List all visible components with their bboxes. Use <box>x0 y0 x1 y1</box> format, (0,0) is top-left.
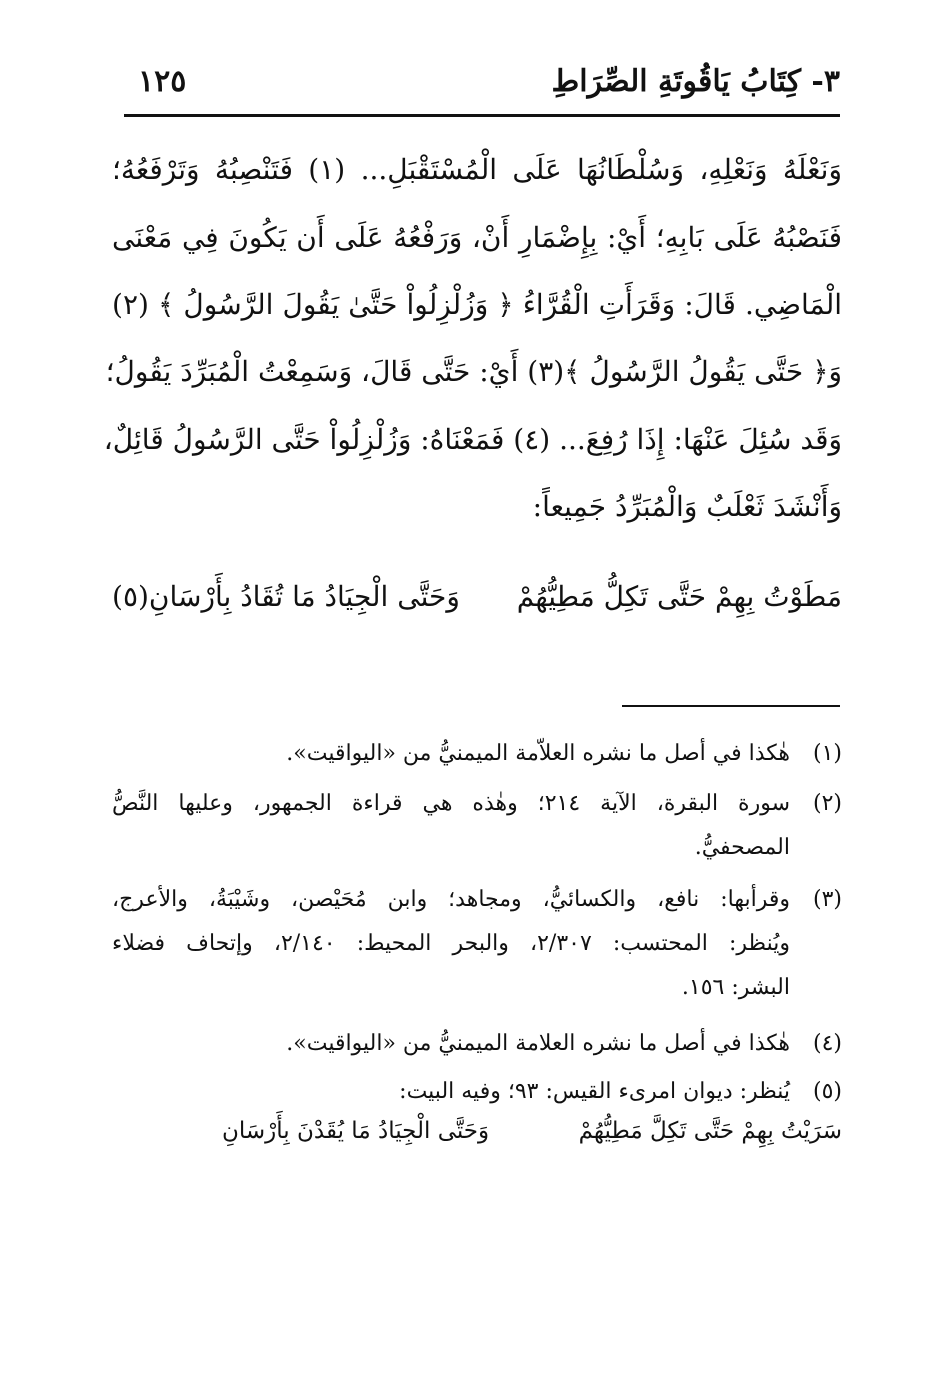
footnote-line: سورة البقرة، الآية ٢١٤؛ وهٰذه هي قراءة الجمهور، وعليها النَّصُّ <box>112 791 791 816</box>
footnote-number: (٥) <box>812 1079 842 1104</box>
verse-second-hemistich: وَحَتَّى الْجِيَادُ مَا يُقَدْنَ بِأَرْسَانِ <box>222 1118 490 1144</box>
footnote-number: (١) <box>812 741 842 766</box>
chapter-title: ٣- كِتَابُ يَاقُوتَةِ الصِّرَاطِ <box>551 64 840 99</box>
running-header <box>128 64 840 112</box>
footnote-line: ويُنظر: المحتسب: ٢/٣٠٧، والبحر المحيط: ٢/١٤٠، وإتحاف فضلاء <box>112 931 790 956</box>
verse-first-hemistich: مَطَوْتُ بِهِمْ حَتَّى تَكِلُّ مَطِيُّهُمْ <box>516 580 842 613</box>
footnote-line: البشر: ١٥٦. <box>681 975 790 1000</box>
footnote-line: المصحفيُّ. <box>694 835 790 860</box>
body-line: فَنَصْبُهُ عَلَى بَابِهِ؛ أَيْ: بِإِضْمَارِ أَنْ، وَرَفْعُهُ عَلَى أَن يَكُونَ فِي مَعْنَى <box>112 221 842 254</box>
page-number: ١٢٥ <box>138 64 187 99</box>
footnote-number: (٢) <box>812 791 842 816</box>
body-line: وَأَنْشَدَ ثَعْلَبٌ وَالْمُبَرِّدُ جَمِيعاً: <box>532 490 842 523</box>
verse-first-hemistich: سَرَيْتُ بِهِمْ حَتَّى تَكِلَّ مَطِيُّهُمْ <box>578 1118 842 1144</box>
poetry-verse <box>112 580 842 620</box>
footnote-verse <box>222 1118 842 1158</box>
footnote-number: (٤) <box>812 1031 842 1056</box>
footnote-number: (٣) <box>812 887 842 912</box>
body-line: وَ﴿ حَتَّى يَقُولُ الرَّسُولُ ﴾(٣) أَيْ: حَتَّى قَالَ، وَسَمِعْتُ الْمُبَرِّدَ يَقُولُ؛ <box>105 355 842 388</box>
body-line: وَنَعْلَهُ وَنَعْلِهِ، وَسُلْطَانُهَا عَلَى الْمُسْتَقْبَلِ... (١) فَتَنْصِبُهُ وَتَرْفَعُهُ؛ <box>112 153 842 186</box>
footnote-line: هٰكذا في أصل ما نشره العلامة الميمنيُّ من «اليواقيت». <box>286 1031 790 1056</box>
footnote-separator <box>622 705 840 707</box>
footnote-line: هٰكذا في أصل ما نشره العلاّمة الميمنيُّ من «اليواقيت». <box>286 741 790 766</box>
footnote-line: يُنظر: ديوان امرىء القيس: ٩٣؛ وفيه البيت: <box>399 1079 790 1104</box>
header-rule <box>124 114 840 117</box>
body-line: الْمَاضِي. قَالَ: وَقَرَأَتِ الْقُرَّاءُ ﴿ وَزُلْزِلُواْ حَتَّىٰ يَقُولَ الرَّسُولُ ﴾ (٢) <box>112 288 842 321</box>
body-line: وَقَد سُئِلَ عَنْهَا: إِذَا رُفِعَ... (٤) فَمَعْنَاهُ: وَزُلْزِلُواْ حَتَّى الرَّسُولُ قَائِلٌ، <box>103 423 842 456</box>
verse-second-hemistich: وَحَتَّى الْجِيَادُ مَا تُقَادُ بِأَرْسَانِ(٥) <box>112 580 460 613</box>
footnote-line: وقرأبها: نافع، والكسائيُّ، ومجاهد؛ وابن مُحَيْصن، وشَيْبَةُ، والأعرج، <box>112 887 790 912</box>
